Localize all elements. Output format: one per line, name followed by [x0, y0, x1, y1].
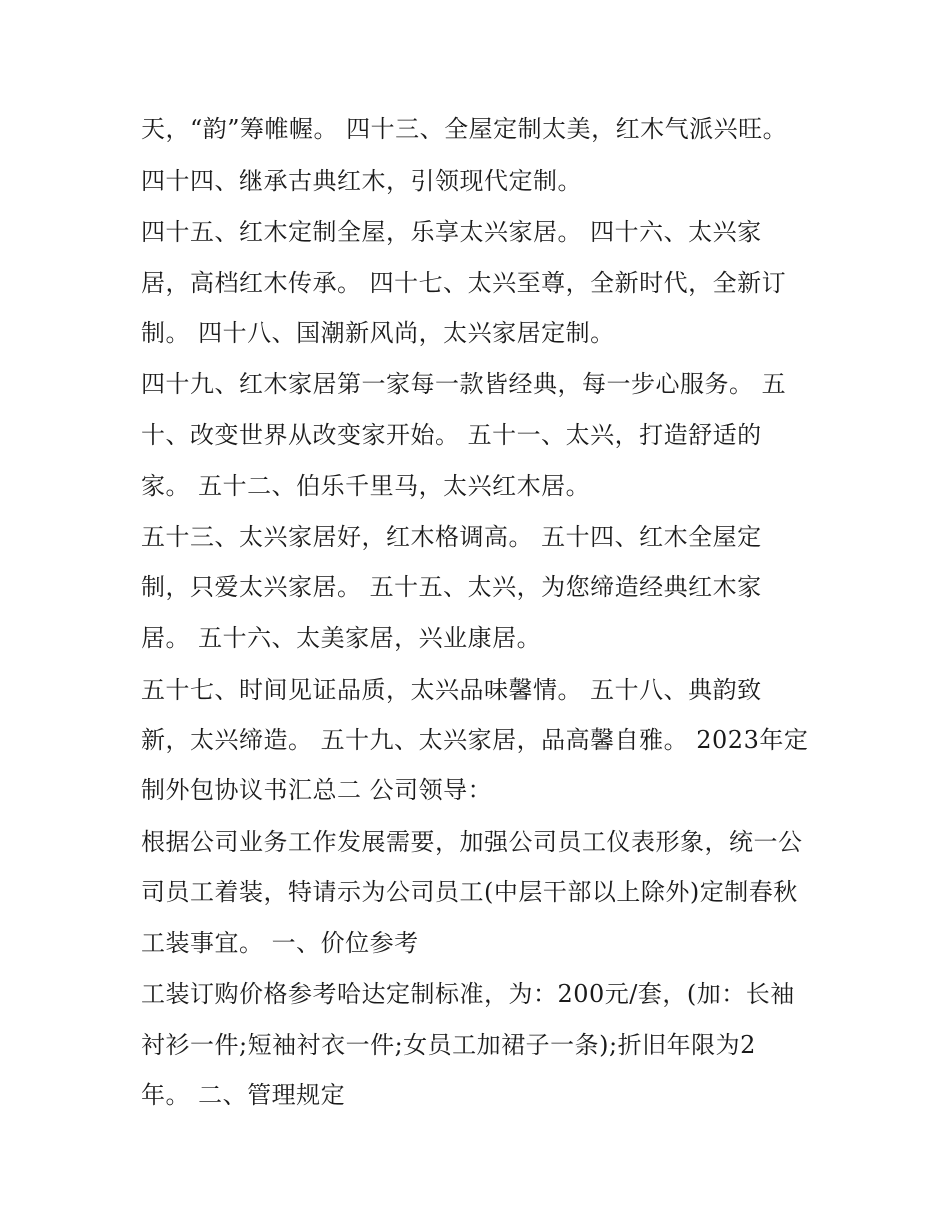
text-line: 四十四、继承古典红木，引领现代定制。 [141, 167, 582, 195]
text-line: 家。 五十二、伯乐千里马，太兴红木居。 [141, 472, 591, 500]
text-line: 十、改变世界从改变家开始。 五十一、太兴，打造舒适的 [141, 421, 762, 449]
text-line: 衬衫一件;短袖衬衣一件;女员工加裙子一条);折旧年限为2 [141, 1031, 756, 1059]
text-line: 工装事宜。 一、价位参考 [141, 929, 419, 957]
text-line: 四十五、红木定制全屋，乐享太兴家居。 四十六、太兴家 [141, 218, 762, 246]
text-line: 制，只爱太兴家居。 五十五、太兴，为您缔造经典红木家 [141, 573, 762, 601]
text-line: 制外包协议书汇总二 公司领导： [141, 776, 493, 804]
text-line: 司员工着装，特请示为公司员工(中层干部以上除外)定制春秋 [141, 878, 798, 906]
text-line: 居。 五十六、太美家居，兴业康居。 [141, 624, 542, 652]
text-line: 制。 四十八、国潮新风尚，太兴家居定制。 [141, 319, 615, 347]
text-line: 五十七、时间见证品质，太兴品味馨情。 五十八、典韵致 [141, 676, 762, 704]
text-line: 四十九、红木家居第一家每一款皆经典，每一步心服务。 五 [141, 370, 787, 398]
text-line: 居，高档红木传承。 四十七、太兴至尊，全新时代，全新订 [141, 269, 787, 297]
text-line: 天，“韵”筹帷幄。 四十三、全屋定制太美，红木气派兴旺。 [141, 115, 788, 143]
text-line: 根据公司业务工作发展需要，加强公司员工仪表形象，统一公 [141, 828, 803, 856]
text-line: 工装订购价格参考哈达定制标准，为：200元/套，(加：长袖 [141, 980, 795, 1008]
text-line: 年。 二、管理规定 [141, 1081, 346, 1109]
text-line: 五十三、太兴家居好，红木格调高。 五十四、红木全屋定 [141, 523, 762, 551]
text-line: 新，太兴缔造。 五十九、太兴家居，品高馨自雅。 2023年定 [141, 726, 809, 754]
